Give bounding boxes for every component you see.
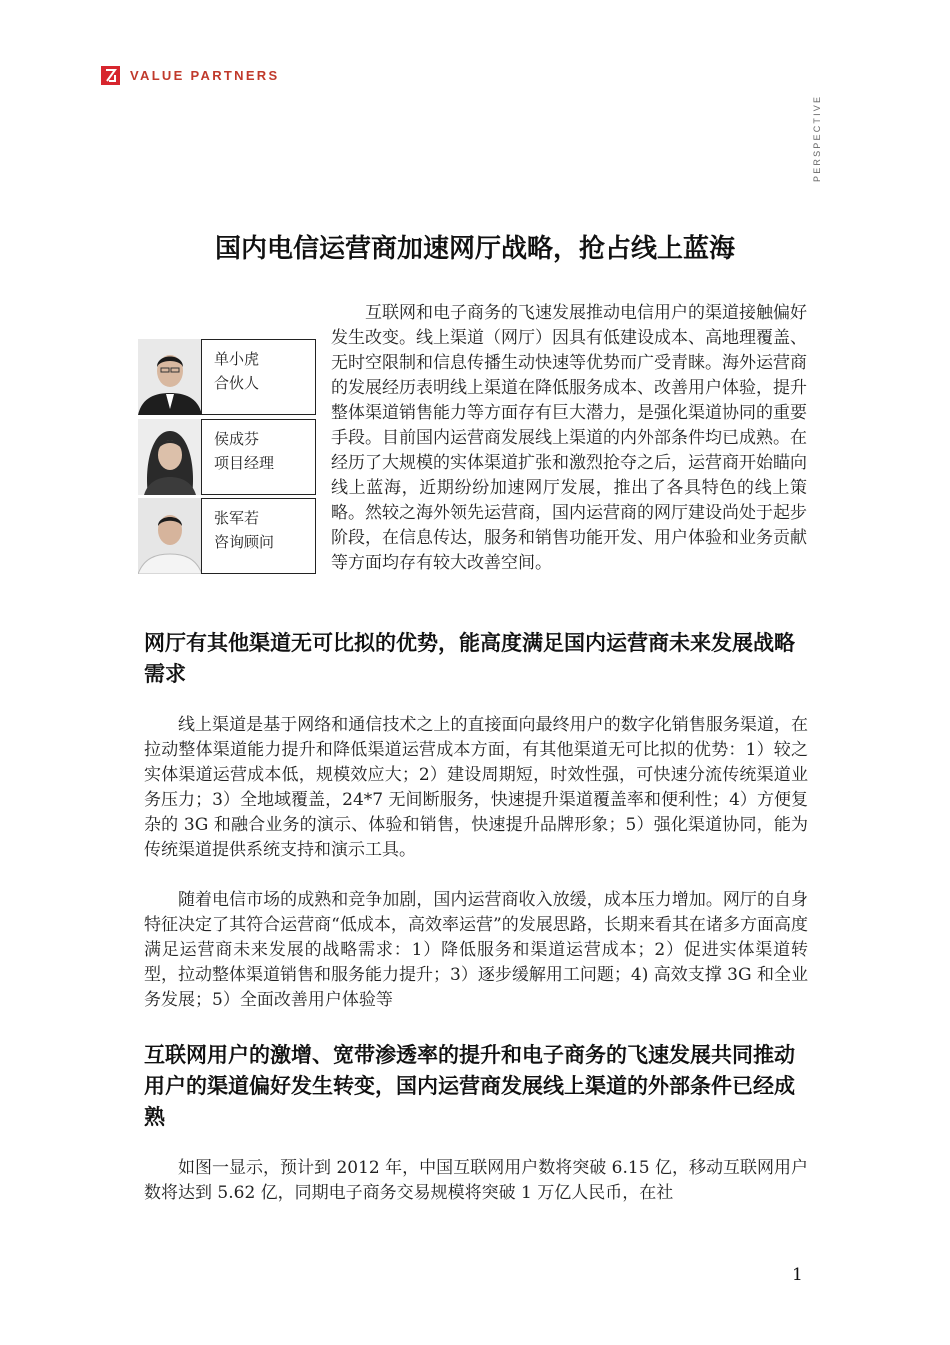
- author-photo: [138, 339, 202, 415]
- section-body: [144, 1156, 808, 1206]
- body-paragraph: 如图一显示，预计到 2012 年，中国互联网用户数将突破 6.15 亿，移动互联网用户数将达到 5.62 亿，同期电子商务交易规模将突破 1 万亿人民币，在社: [144, 1158, 808, 1203]
- author-info-box: [201, 419, 316, 495]
- author-role: 项目经理: [214, 454, 275, 472]
- side-label: PERSPECTIVE: [812, 94, 822, 182]
- value-partners-logo-icon: [101, 66, 120, 85]
- intro-text: 互联网和电子商务的飞速发展推动电信用户的渠道接触偏好发生改变。线上渠道（网厅）因具有低建设成本、高地理覆盖、无时空限制和信息传播生动快速等优势而广受青睐。海外运营商的发展经历表明线上渠道在降低服务成本、改善用户体验，提升整体渠道销售能力等方面存有巨大潜力，是强化渠道协同的重要手段。目前国内运营商发展线上渠道的内外部条件均已成熟。在经历了大规模的实体渠道扩张和激烈抢夺之后，运营商开始瞄向线上蓝海，近期纷纷加速网厅发展，推出了各具特色的线上策略。然较之海外领先运营商，国内运营商的网厅建设尚处于起步阶段，在信息传达，服务和销售功能开发、用户体验和业务贡献等方面均存有较大改善空间。: [331, 303, 807, 573]
- author-name: 侯成芬: [214, 430, 260, 448]
- section-body: [144, 888, 808, 1013]
- section-body: [144, 713, 808, 863]
- author-role: 合伙人: [214, 374, 260, 392]
- company-logo: [101, 66, 279, 85]
- author-info-box: [201, 498, 316, 574]
- page-number: 1: [792, 1265, 803, 1285]
- logo-text: VALUE PARTNERS: [130, 68, 280, 83]
- author-card: [138, 419, 316, 495]
- author-photo: [138, 419, 202, 495]
- section-heading: 互联网用户的激增、宽带渗透率的提升和电子商务的飞速发展共同推动用户的渠道偏好发生转变，国内运营商发展线上渠道的外部条件已经成熟: [144, 1043, 795, 1129]
- author-name: 单小虎: [214, 350, 260, 368]
- author-card: [138, 339, 316, 415]
- body-paragraph: 线上渠道是基于网络和通信技术之上的直接面向最终用户的数字化销售服务渠道，在拉动整体渠道能力提升和降低渠道运营成本方面，有其他渠道无可比拟的优势：1）较之实体渠道运营成本低，规模效应大；2）建设周期短，时效性强，可快速分流传统渠道业务压力；3）全地域覆盖，24*7 无间断服务，快速提升渠道覆盖率和便利性；4）方便复杂的 3G 和融合业务的演示、体验和销售，快速提升品牌形象；5）强化渠道协同，能为传统渠道提供系统支持和演示工具。: [144, 715, 808, 860]
- author-photo: [138, 498, 202, 574]
- body-paragraph: 随着电信市场的成熟和竞争加剧，国内运营商收入放缓，成本压力增加。网厅的自身特征决定了其符合运营商“低成本，高效率运营”的发展思路，长期来看其在诸多方面高度满足运营商未来发展的战略需求：1）降低服务和渠道运营成本；2）促进实体渠道转型，拉动整体渠道销售和服务能力提升；3）逐步缓解用工问题；4) 高效支撑 3G 和全业务发展；5）全面改善用户体验等: [144, 890, 808, 1010]
- author-card: [138, 498, 316, 574]
- intro-paragraph: [331, 301, 807, 576]
- page-title: 国内电信运营商加速网厅战略，抢占线上蓝海: [214, 234, 735, 264]
- section-heading: 网厅有其他渠道无可比拟的优势，能高度满足国内运营商未来发展战略需求: [144, 631, 795, 686]
- author-info-box: [201, 339, 316, 415]
- author-role: 咨询顾问: [214, 533, 275, 551]
- author-name: 张军若: [214, 509, 260, 527]
